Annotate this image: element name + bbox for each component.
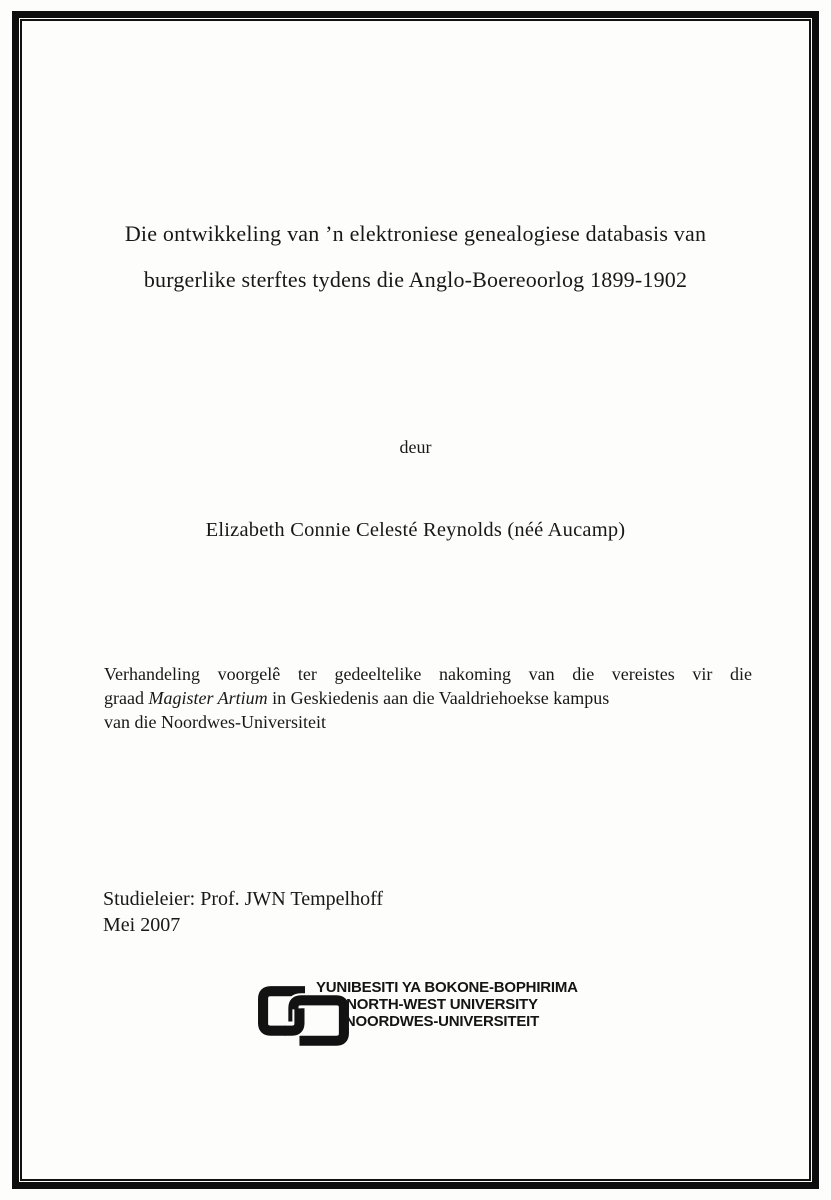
- submission-statement: [104, 662, 752, 734]
- degree-name-italic: Magister Artium: [148, 688, 268, 708]
- thesis-title: [55, 211, 776, 302]
- date-line: Mei 2007: [103, 914, 181, 936]
- university-logo-text: [316, 979, 578, 1030]
- thesis-title-line1: Die ontwikkeling van ’n elektroniese genealogiese databasis van: [124, 221, 707, 246]
- submission-line2-suffix: in Geskiedenis aan die Vaaldriehoekse kampus: [267, 688, 610, 708]
- logo-line-setswana: YUNIBESITI YA BOKONE-BOPHIRIMA: [316, 979, 578, 996]
- supervisor-block: [103, 886, 383, 938]
- author-name: Elizabeth Connie Celesté Reynolds (néé Aucamp): [205, 519, 626, 541]
- logo-line-english: NORTH-WEST UNIVERSITY: [346, 995, 538, 1013]
- submission-line2: [104, 686, 752, 710]
- submission-line2-prefix: graad: [104, 688, 149, 708]
- logo-line-afrikaans: NOORDWES-UNIVERSITEIT: [344, 1012, 540, 1030]
- submission-line3: van die Noordwes-Universiteit: [104, 712, 326, 732]
- supervisor-line: Studieleier: Prof. JWN Tempelhoff: [103, 888, 384, 910]
- byline-deur: deur: [399, 437, 432, 457]
- submission-line1: Verhandeling voorgelê ter gedeeltelike nakoming van die vereistes vir die: [104, 664, 752, 684]
- thesis-title-line2: burgerlike sterftes tydens die Anglo-Boereoorlog 1899-1902: [143, 266, 688, 292]
